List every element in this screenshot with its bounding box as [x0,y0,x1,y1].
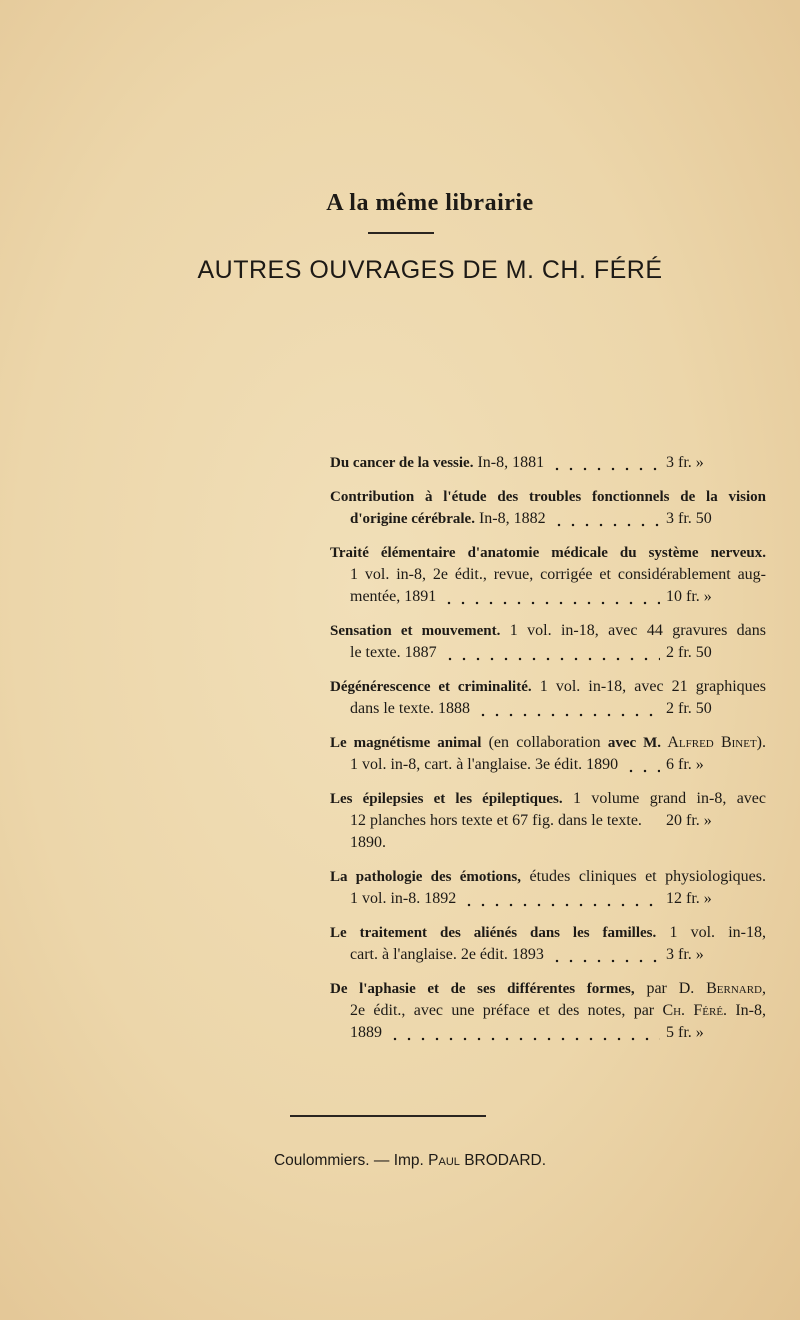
bibliography-entry [330,866,766,910]
entry-title: Le magnétisme animal [330,735,482,751]
entry-text: mentée, 1891 [350,588,437,605]
entry-text: 1 vol. in-8, cart. à l'anglaise. 3e édit. 1890 [350,756,619,773]
entry-line [330,1000,766,1022]
entry-line [330,978,766,1000]
dot-leader [550,944,660,966]
entry-price: 20 fr. » [666,812,712,829]
entry-price: 2 fr. 50 [666,644,712,661]
entry-price: 3 fr. » [666,946,704,963]
entry-title: Le traitement des aliénés dans les familles. [330,925,657,941]
entry-line [330,1022,766,1044]
entry-title: De l'aphasie et de ses différentes formes, [330,981,635,997]
bibliography-entry [330,978,766,1044]
entry-line [330,698,766,720]
entry-line [330,922,766,944]
footer-sep: — Imp. [369,1152,429,1169]
divider [368,232,434,234]
entry-price: 3 fr. » [666,454,704,471]
divider [290,1115,486,1117]
entry-text: cart. à l'anglaise. 2e édit. 1893 [350,946,544,963]
entry-title: Du cancer de la vessie. [330,455,474,471]
bibliography-entry [330,620,766,664]
entry-text: 1 vol. in-18, [656,924,767,941]
footer-printer-first: Paul [428,1152,460,1169]
entry-line [330,732,766,754]
entry-line [330,564,766,586]
section-title: AUTRES OUVRAGES DE M. CH. FÉRÉ [197,256,663,284]
entry-price: 2 fr. 50 [666,700,712,717]
page-heading: A la même librairie [326,190,534,216]
footer-place: Coulommiers. [273,1152,370,1169]
footer-printer: BRODARD. [459,1152,547,1169]
entry-price: 10 fr. » [666,588,712,605]
dot-leader [476,698,660,720]
dot-leader [552,508,660,530]
entry-title: Contribution à l'étude des troubles fonctionnels de la vision [330,489,766,505]
entry-line [330,788,766,810]
entry-text: ). [756,734,766,751]
entry-text: . In-8, [723,1002,767,1019]
entry-title: d'origine cérébrale. [350,511,475,527]
entry-text: 1 vol. in-18, avec 21 graphiques [531,678,766,695]
entry-text: par D. [634,980,707,997]
bibliography-entry [330,788,766,854]
entry-text: Bernard, [706,980,767,997]
dot-leader [550,452,660,474]
entry-text: dans le texte. 1888 [350,700,470,717]
entry-text: 1 vol. in-18, avec 44 gravures dans [500,622,767,639]
entry-title: Dégénérescence et criminalité. [330,679,532,695]
entry-price: 12 fr. » [666,890,712,907]
entry-line [330,944,766,966]
dot-leader [462,888,660,910]
entry-text: 12 planches hors texte et 67 fig. dans le texte. 1890. [350,812,642,851]
entry-text: le texte. 1887 [350,644,437,661]
entry-title: avec M. [607,735,662,751]
entry-line [330,866,766,888]
entry-line [330,542,766,564]
entry-text: 2e édit., avec une préface et des notes, par [350,1002,663,1019]
entry-line [330,486,766,508]
entry-text: 1 volume grand in-8, avec [562,790,767,807]
dot-leader [388,1022,660,1044]
entry-line [330,888,766,910]
bibliography-list [330,452,766,1056]
entry-line [330,620,766,642]
bibliography-entry [330,542,766,608]
entry-line [330,642,766,664]
entry-price: 5 fr. » [666,1024,704,1041]
entry-line [330,586,766,608]
entry-text: Alfred Binet [661,734,757,751]
entry-text: études cliniques et physiologiques. [520,868,767,885]
dot-leader [624,754,660,776]
entry-line [330,754,766,776]
entry-line [330,676,766,698]
entry-text: In-8, 1882 [474,510,546,527]
entry-price: 3 fr. 50 [666,510,712,527]
entry-text: In-8, 1881 [473,454,545,471]
bibliography-entry [330,452,766,474]
entry-price: 6 fr. » [666,756,704,773]
bibliography-entry [330,922,766,966]
entry-line [330,810,766,854]
entry-title: Les épilepsies et les épileptiques. [330,791,563,807]
entry-text: 1 vol. in-8. 1892 [350,890,457,907]
bibliography-entry [330,486,766,530]
bibliography-entry [330,676,766,720]
entry-line [330,452,766,474]
dot-leader [443,642,660,664]
entry-text: Ch. Féré [662,1002,724,1019]
entry-text: (en collaboration [481,734,608,751]
entry-title: Sensation et mouvement. [330,623,501,639]
entry-title: La pathologie des émotions, [330,869,521,885]
entry-text: 1 vol. in-8, 2e édit., revue, corrigée et considérablement aug- [350,566,766,583]
entry-text: 1889 [350,1024,382,1041]
entry-line [330,508,766,530]
dot-leader [442,586,660,608]
bibliography-entry [330,732,766,776]
entry-title: Traité élémentaire d'anatomie médicale du système nerveux. [330,545,766,561]
printer-colophon [20,1152,800,1170]
